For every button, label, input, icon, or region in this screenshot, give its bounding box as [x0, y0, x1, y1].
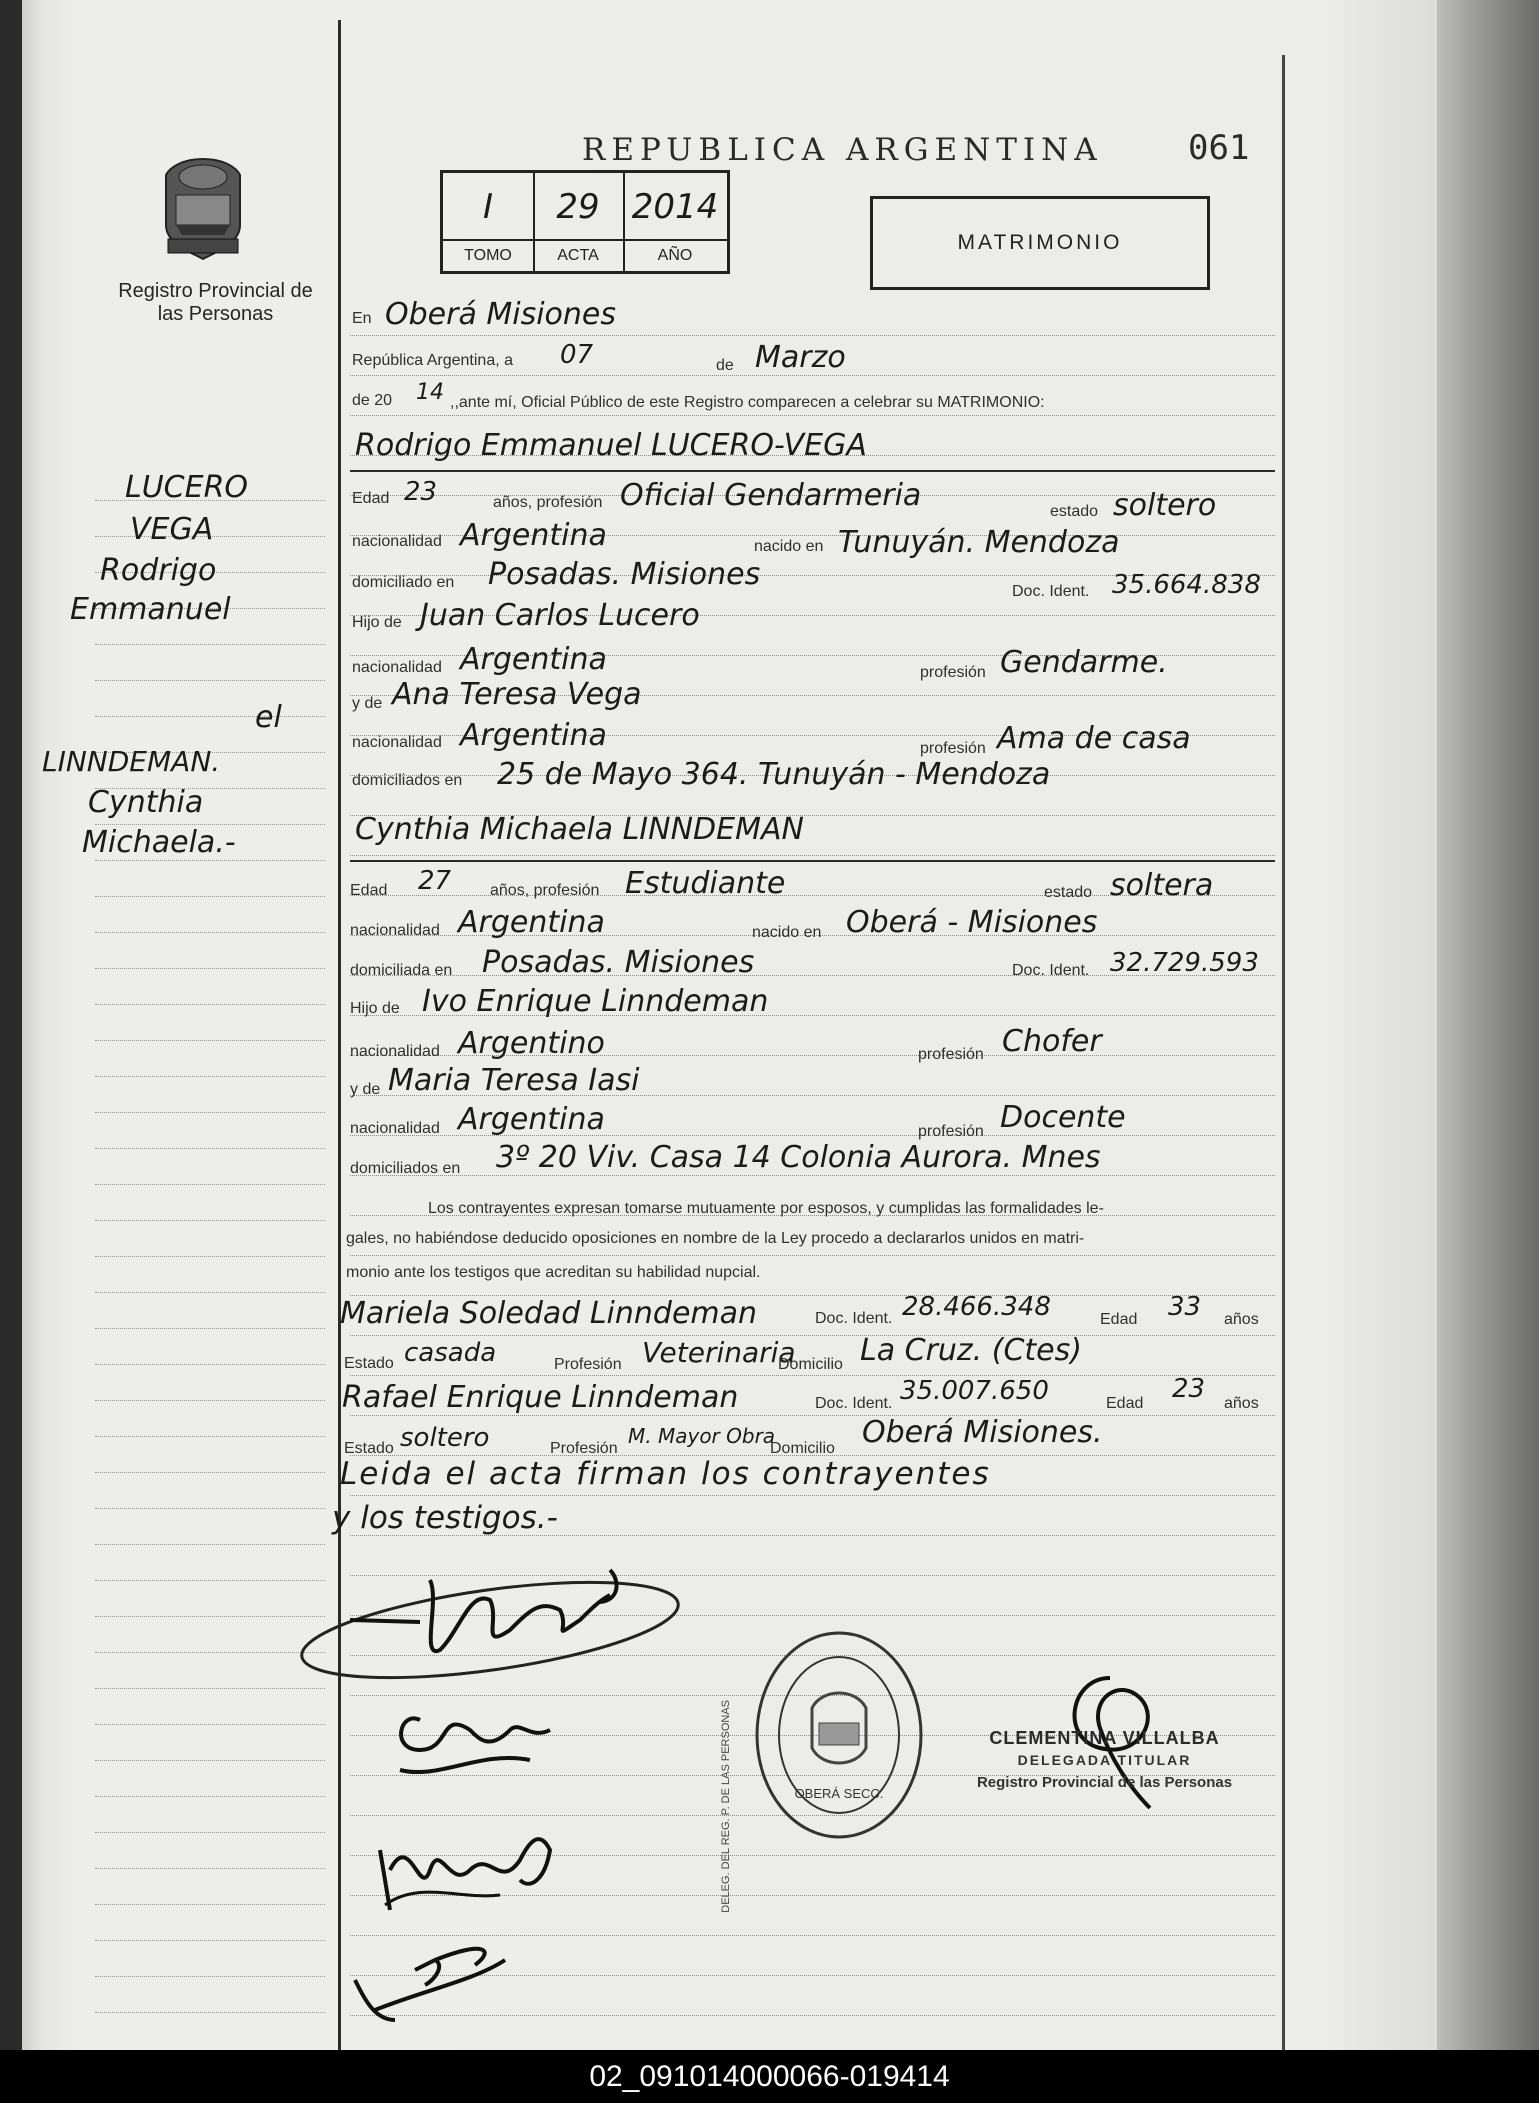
groom-hijo-label: Hijo de [352, 614, 402, 631]
margin-rule [95, 1256, 325, 1257]
margin-rule [95, 860, 325, 861]
stamp-ring-text: DELEG. DEL REG. P. DE LAS PERSONAS [720, 1700, 732, 1913]
bride-edad-label: Edad [350, 882, 388, 899]
groom-parents-domicile: 25 de Mayo 364. Tunuyán - Mendoza [497, 757, 1051, 792]
margin-rule [95, 1112, 325, 1113]
groom-father: Juan Carlos Lucero [420, 598, 700, 633]
groom-mother-nac-label: nacionalidad [352, 734, 442, 751]
witness-1-doc: 28.466.348 [902, 1292, 1051, 1322]
republica-label: República Argentina, a [352, 352, 513, 369]
bride-estado-label: estado [1044, 884, 1093, 901]
bride-parents-domicile: 3º 20 Viv. Casa 14 Colonia Aurora. Mnes [496, 1140, 1101, 1175]
groom-mother: Ana Teresa Vega [392, 677, 642, 712]
groom-father-prof-label: profesión [920, 664, 986, 681]
body-rule [350, 1375, 1275, 1376]
document-title: REPUBLICA ARGENTINA [582, 132, 1103, 168]
body-rule [350, 375, 1275, 376]
witness-1-name: Mariela Soledad Linndeman [340, 1296, 758, 1331]
margin-rule [95, 1760, 325, 1761]
ano-cell [623, 173, 727, 271]
folio-number: 061 [1188, 128, 1250, 168]
official-name: CLEMENTINA VILLALBA [989, 1728, 1220, 1748]
stamp-inner-text: OBERÁ SECC. [794, 1786, 884, 1801]
witness-2-signature [335, 1920, 655, 2030]
bride-anos-label: años, profesión [490, 882, 600, 899]
de-label: de [716, 357, 734, 374]
misiones-coat-of-arms-icon [158, 155, 248, 265]
margin-rule [95, 1364, 325, 1365]
declaration-line-2: gales, no habiéndose deducido oposiciones en nombre de la Ley procedo a declararlos unidos en matri- [346, 1230, 1085, 1247]
day-value: 07 [560, 340, 594, 370]
margin-rule [95, 1508, 325, 1509]
margin-surname-1: LUCERO [125, 470, 249, 505]
month-value: Marzo [755, 340, 846, 375]
tomo-value: I [482, 187, 494, 227]
closing-line-1: Leida el acta firman los contrayentes [340, 1456, 991, 1492]
groom-nationality: Argentina [460, 518, 607, 553]
official-title: DELEGADA TITULAR [1017, 1752, 1192, 1768]
body-rule [350, 1335, 1275, 1336]
margin-rule [95, 1832, 325, 1833]
bride-name: Cynthia Michaela LINNDEMAN [355, 812, 804, 847]
witness-2-anos-label: años [1224, 1395, 1259, 1412]
margin-divider [338, 20, 341, 2050]
margin-given-1: Rodrigo [100, 553, 217, 588]
record-type-box: MATRIMONIO [870, 196, 1210, 290]
register-box [440, 170, 730, 274]
margin-rule [95, 1004, 325, 1005]
bride-signature [380, 1690, 570, 1780]
groom-domicile: Posadas. Misiones [488, 557, 761, 592]
margin-rule [95, 1940, 325, 1941]
body-rule [350, 335, 1275, 336]
bride-nacido-label: nacido en [752, 924, 822, 941]
groom-profession: Oficial Gendarmeria [620, 478, 922, 513]
groom-anos-label: años, profesión [493, 494, 603, 511]
witness-1-anos-label: años [1224, 1311, 1259, 1328]
section-rule [350, 470, 1275, 472]
bride-father-nac-label: nacionalidad [350, 1043, 440, 1060]
bride-mother-nationality: Argentina [458, 1102, 605, 1137]
acta-value: 29 [556, 187, 600, 227]
groom-estado-label: estado [1050, 503, 1099, 520]
groom-doc: 35.664.838 [1112, 570, 1261, 600]
year-prefix: de 20 [352, 392, 393, 409]
bride-parents-dom-label: domiciliados en [350, 1160, 461, 1177]
registry-office-label: Registro Provincial de las Personas [118, 280, 313, 325]
margin-rule [95, 1976, 325, 1977]
body-rule [350, 1255, 1275, 1256]
witness-1-dom-label: Domicilio [778, 1356, 843, 1373]
witness-2-estado-label: Estado [344, 1440, 394, 1457]
tomo-cell [443, 173, 535, 271]
acta-label: ACTA [533, 239, 623, 273]
witness-1-prof-label: Profesión [554, 1356, 622, 1373]
groom-yde-label: y de [352, 695, 383, 712]
bride-status: soltera [1110, 868, 1214, 903]
bride-doc-label: Doc. Ident. [1012, 962, 1090, 979]
witness-2-doc-label: Doc. Ident. [815, 1395, 893, 1412]
witness-2-profession: M. Mayor Obra [628, 1424, 776, 1448]
groom-father-nac-label: nacionalidad [352, 659, 442, 676]
margin-rule [95, 1040, 325, 1041]
bride-domicile: Posadas. Misiones [482, 945, 755, 980]
acta-cell [533, 173, 625, 271]
groom-mother-prof-label: profesión [920, 740, 986, 757]
groom-status: soltero [1113, 488, 1217, 523]
ano-value: 2014 [631, 187, 719, 227]
margin-rule [95, 932, 325, 933]
bride-father-prof-label: profesión [918, 1046, 984, 1063]
body-rule [350, 415, 1275, 416]
official-seal-stamp [752, 1628, 927, 1843]
margin-given-3: Cynthia [88, 785, 204, 820]
witness-1-estado-label: Estado [344, 1355, 394, 1372]
witness-2-prof-label: Profesión [550, 1440, 618, 1457]
margin-rule [95, 1328, 325, 1329]
bride-profession: Estudiante [625, 866, 786, 901]
formula-text: ,,ante mí, Oficial Público de este Registro comparecen a celebrar su MATRIMONIO: [450, 394, 1045, 411]
margin-rule [95, 1436, 325, 1437]
body-rule [350, 1495, 1275, 1496]
declaration-line-1: Los contrayentes expresan tomarse mutuamente por esposos, y cumplidas las formalidades le- [428, 1200, 1104, 1217]
margin-given-2: Emmanuel [70, 592, 231, 627]
bride-dom-label: domiciliada en [350, 962, 453, 979]
groom-age: 23 [404, 477, 438, 507]
bride-doc: 32.729.593 [1110, 948, 1259, 978]
bride-mother: Maria Teresa Iasi [388, 1063, 640, 1098]
groom-nac-label: nacionalidad [352, 533, 442, 550]
groom-mother-profession: Ama de casa [997, 721, 1191, 756]
groom-signature [290, 1540, 710, 1690]
en-label: En [352, 310, 372, 327]
groom-edad-label: Edad [352, 490, 390, 507]
witness-2-domicile: Oberá Misiones. [862, 1415, 1103, 1450]
margin-rule [95, 968, 325, 969]
bride-age: 27 [418, 866, 452, 896]
bride-nac-label: nacionalidad [350, 922, 440, 939]
bride-nationality: Argentina [458, 905, 605, 940]
body-rule [350, 1415, 1275, 1416]
bride-mother-nac-label: nacionalidad [350, 1120, 440, 1137]
witness-2-status: soltero [400, 1423, 490, 1453]
bride-father-profession: Chofer [1002, 1024, 1102, 1059]
groom-parents-dom-label: domiciliados en [352, 772, 463, 789]
bride-mother-profession: Docente [1000, 1100, 1126, 1135]
margin-rule [95, 2012, 325, 2013]
bride-birthplace: Oberá - Misiones [846, 905, 1098, 940]
bride-yde-label: y de [350, 1081, 381, 1098]
body-rule [350, 855, 1275, 856]
right-margin-line [1282, 55, 1285, 2050]
margin-rule [95, 1184, 325, 1185]
margin-rule [95, 1076, 325, 1077]
groom-nacido-label: nacido en [754, 538, 824, 555]
declaration-line-3: monio ante los testigos que acreditan su habilidad nupcial. [346, 1264, 761, 1281]
ano-label: AÑO [623, 239, 727, 273]
place-value: Oberá Misiones [385, 297, 617, 332]
margin-surname-3: LINNDEMAN. [42, 745, 221, 778]
witness-1-profession: Veterinaria [642, 1336, 796, 1369]
bride-father-nationality: Argentino [458, 1026, 605, 1061]
year-value: 14 [416, 380, 444, 405]
groom-birthplace: Tunuyán. Mendoza [838, 525, 1120, 560]
groom-dom-label: domiciliado en [352, 574, 455, 591]
witness-1-signature [370, 1810, 590, 1920]
tomo-label: TOMO [443, 239, 533, 273]
witness-1-domicile: La Cruz. (Ctes) [860, 1333, 1082, 1368]
margin-rule [95, 680, 325, 681]
groom-father-nationality: Argentina [460, 642, 607, 677]
bride-father: Ivo Enrique Linndeman [422, 984, 769, 1019]
groom-mother-nationality: Argentina [460, 718, 607, 753]
margin-rule [95, 1904, 325, 1905]
body-rule [350, 1175, 1275, 1176]
witness-2-name: Rafael Enrique Linndeman [342, 1380, 739, 1415]
closing-line-2: y los testigos.- [332, 1500, 558, 1536]
groom-doc-label: Doc. Ident. [1012, 583, 1090, 600]
groom-father-profession: Gendarme. [1000, 645, 1168, 680]
margin-rule [95, 896, 325, 897]
margin-surname-2: VEGA [130, 512, 214, 547]
book-edge [1437, 0, 1539, 2050]
official-office: Registro Provincial de las Personas [976, 1774, 1233, 1791]
margin-rule [95, 1796, 325, 1797]
bride-mother-prof-label: profesión [918, 1123, 984, 1140]
groom-name: Rodrigo Emmanuel LUCERO-VEGA [355, 428, 867, 463]
witness-1-edad-label: Edad [1100, 1311, 1138, 1328]
witness-1-doc-label: Doc. Ident. [815, 1310, 893, 1327]
margin-rule [95, 1472, 325, 1473]
margin-rule [95, 1724, 325, 1725]
witness-1-age: 33 [1168, 1292, 1202, 1322]
witness-2-doc: 35.007.650 [900, 1376, 1049, 1406]
margin-rule [95, 716, 325, 717]
margin-given-4: Michaela.- [82, 825, 236, 860]
bride-hijo-label: Hijo de [350, 1000, 400, 1017]
margin-rule [95, 1148, 325, 1149]
margin-rule [95, 1292, 325, 1293]
witness-2-dom-label: Domicilio [770, 1440, 835, 1457]
margin-rule [95, 1220, 325, 1221]
witness-2-edad-label: Edad [1106, 1395, 1144, 1412]
footer-id-bar: 02_091014000066-019414 [0, 2050, 1539, 2103]
margin-rule [95, 1400, 325, 1401]
witness-1-status: casada [404, 1338, 497, 1368]
margin-rule [95, 644, 325, 645]
margin-connector: el [255, 700, 282, 735]
margin-rule [95, 1868, 325, 1869]
witness-2-age: 23 [1172, 1374, 1206, 1404]
section-rule [350, 860, 1275, 862]
